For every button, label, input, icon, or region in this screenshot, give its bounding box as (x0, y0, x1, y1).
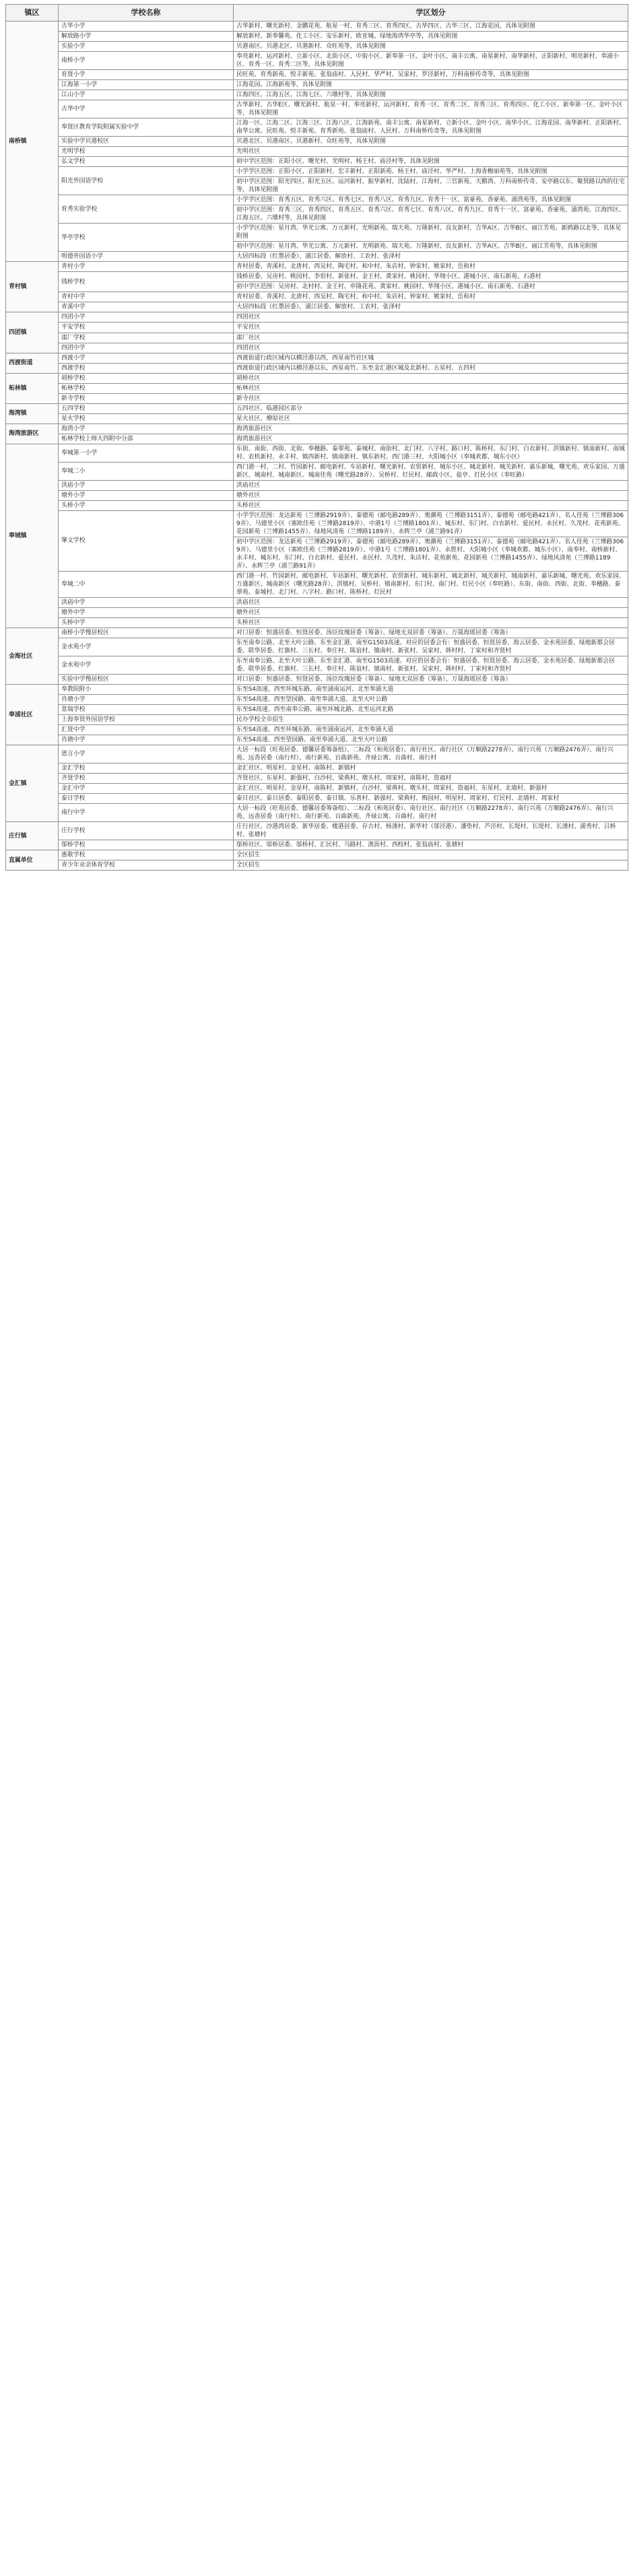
school-name-cell: 实验小学 (59, 42, 234, 52)
table-row (6, 784, 628, 794)
school-name-cell: 洪庙小学 (59, 480, 234, 490)
table-row (6, 462, 628, 480)
table-row (6, 302, 628, 312)
school-name-cell: 泰日学校 (59, 794, 234, 804)
school-name-cell: 星火学校 (59, 413, 234, 423)
district-area-cell: 洪庙社区 (234, 480, 628, 490)
table-row (6, 137, 628, 147)
table-row (6, 32, 628, 42)
district-area-cell: 小学学区范围：育秀五区、育秀六区、育秀七区、育秀八区、育秀九区、育秀十一区、富豪苑、香豪苑、浦湾苑等，具体见附图 (234, 195, 628, 205)
district-area-cell: 全区招生 (234, 860, 628, 871)
table-row (6, 80, 628, 90)
table-row (6, 272, 628, 282)
table-row (6, 353, 628, 363)
district-area-cell: 古华新村、曙光新村、金鹏花苑、航星一村、育秀三区、育秀四区、古华四区、古华三区、江海花园，具体见附图 (234, 22, 628, 32)
table-row (6, 571, 628, 597)
table-row (6, 715, 628, 725)
school-name-cell: 胡桥学校 (59, 373, 234, 383)
school-name-cell: 奉城第一小学 (59, 444, 234, 462)
district-area-cell: 东至S4高速、西至南奉公路、南至环城北路、北至运河北路 (234, 705, 628, 715)
table-row (6, 157, 628, 167)
school-name-cell: 肖塘小学 (59, 695, 234, 705)
school-name-cell: 金汇中学 (59, 784, 234, 794)
table-row (6, 656, 628, 675)
table-row (6, 840, 628, 850)
school-name-cell: 钱桥学校 (59, 272, 234, 292)
table-row (6, 413, 628, 423)
school-name-cell: 实验中学慢居校区 (59, 675, 234, 685)
school-name-cell: 解放路小学 (59, 32, 234, 42)
table-row (6, 850, 628, 860)
table-header-row (6, 5, 628, 22)
district-area-cell: 初中学区范围：龙达新苑（兰博路2919弄）、泰德苑（邮电路289弄）、奥潮苑（兰博路3151弄）、泰德苑（邮电路421弄）、名人佳苑（兰博路3069弄）、马德里小区（塞欧佳苑（兰博路2819弄）、中港1号（兰博路1801弄）、永胜村、大阳城小区（奉城欢都、城东小区）、南奉村、南桥新村、永丰村、城东村、东门村、白衣新村、爱民村、永民村、久茂村、朱店村、花苑新苑、花园新苑（兰博路1455弄）、绿地风清苑（兰博路1189弄）、永晖兰亭（浦兰路91弄） (234, 537, 628, 571)
school-name-cell: 古华中学 (59, 100, 234, 118)
town-cell: 南桥镇 (6, 22, 59, 262)
table-row (6, 118, 628, 137)
school-name-cell: 塘外小学 (59, 490, 234, 500)
district-area-cell: 对口居委：恒盛居委、恒贤居委、汤臣玫瑰居委（筹备）、绿地无双居委（筹备）、万晟海瑶居委（筹备） (234, 628, 628, 638)
district-area-cell: 平安社区 (234, 323, 628, 333)
table-row (6, 323, 628, 333)
district-area-cell: 初中学区范围：阳光四区、阳光五区、运河新村、振华新村、沈陆村、江海村、三官新苑、天鹅湾、万科南桥传奇、安亭路以东、聚贤路以西的住宅等，具体见附图 (234, 177, 628, 195)
school-name-cell: 四团中学 (59, 343, 234, 353)
district-area-cell: 初中学区范围：育秀三区、育秀四区、育秀五区、育秀六区、育秀七区、育秀八区、育秀九区、育秀十一区、富豪苑、香豪苑、浦湾苑、江海四区、江海五区、六墩村等，具体见附图 (234, 205, 628, 224)
school-name-cell: 柘林学校 (59, 383, 234, 393)
table-row (6, 393, 628, 403)
school-name-cell: 青村中学 (59, 292, 234, 302)
school-name-cell: 上海奉贤外国语学校 (59, 715, 234, 725)
town-cell: 海湾镇 (6, 403, 59, 423)
town-cell: 奉浦社区 (6, 685, 59, 745)
table-row (6, 333, 628, 343)
table-row (6, 480, 628, 490)
district-area-cell: 奉亮新村、运河新村、立新小区、北街小区、中街小区、新奉第一区、金叶小区、南丰公寓、南星新村、南华新村、正阳新村、明亮新村、奉浦小区、育秀一区、育秀二区等，具体见附图 (234, 52, 628, 70)
district-area-cell: 金汇社区、明星村、金星村、南陈村、新镇村、白沙村、梁典村、墩头村、周家村、资福村、东星村、北墙村、新强村 (234, 784, 628, 794)
table-row (6, 312, 628, 323)
school-name-cell: 景瑞学校 (59, 705, 234, 715)
town-cell: 金海社区 (6, 628, 59, 684)
district-area-cell: 东至S4高速、西至望园路、南至奉浦大道、北至大叶公路 (234, 695, 628, 705)
district-area-cell: 海湾旅游社区 (234, 423, 628, 434)
district-area-cell: 初中学区范围：星月湾、华光公寓、万元新村、光明新苑、瑞天苑、万隆新村、良友新村、吉华A区、吉华B区、丽江芳苑等，具体见附图 (234, 242, 628, 252)
table-row (6, 444, 628, 462)
table-row (6, 167, 628, 177)
school-name-cell: 海湾小学 (59, 423, 234, 434)
school-name-cell: 邵厂学校 (59, 333, 234, 343)
district-area-cell: 四团社区 (234, 312, 628, 323)
school-name-cell: 南桥小学 (59, 52, 234, 70)
district-area-cell: 江海一区、江海二区、江海三区、江海八区、江海新苑、南丰公寓、南星新村、立新小区、金叶小区、南华小区、江海花园、南华新村、正阳新村、南华公寓、民旺苑、悦丰新苑、育秀新苑、张翁庙村、人民村、万科南桥传奇等，具体见附图 (234, 118, 628, 137)
district-area-cell: 小学学区范围：正阳小区、正阳新村、宏丰新村、正阳新苑、杨王村、庙泾村、华严村、上海香榭丽苑等，具体见附图 (234, 167, 628, 177)
school-name-cell: 青村小学 (59, 262, 234, 272)
district-area-cell: 解放新村、新奉馨苑、化工小区、安乐新村、欧亚城、绿地海湾华亭等，具体见附图 (234, 32, 628, 42)
district-area-cell: 东至南奉公路、北至大叶公路、东至金汇港、南至G1503高速。对应的居委会有：恒盛居委、恒贤居委、海云居委、金水苑居委、绿地新都会居委、联华居委、红旗村、三长村、奉庄村、陈谊村、镇南村、新张村、吴家村、韩村村、丁家村和齐贤村 (234, 638, 628, 656)
table-row (6, 774, 628, 784)
table-row (6, 675, 628, 685)
school-name-cell: 齐贤学校 (59, 774, 234, 784)
table-row (6, 725, 628, 735)
district-area-cell: 西渡街道行政区域内以横泾港以东，西星南竹、东至金汇港区城及北新村、五星村、五四村 (234, 363, 628, 373)
header-town: 镇区 (6, 5, 59, 22)
district-area-cell: 钱桥居委、吴房村、桃园村、李窑村、新张村、金王村、黄家村、桃园村、华翔小区、港城小区、南石新苑、石港村 (234, 272, 628, 282)
table-row (6, 607, 628, 617)
school-name-cell: 育秀实验学校 (59, 195, 234, 224)
school-name-cell: 南行中学 (59, 804, 234, 822)
district-area-cell: 胡桥社区 (234, 373, 628, 383)
district-area-cell: 民办学校全市招生 (234, 715, 628, 725)
school-name-cell: 明德外国语小学 (59, 252, 234, 262)
table-row (6, 860, 628, 871)
table-row (6, 804, 628, 822)
table-row (6, 794, 628, 804)
school-name-cell: 奉教院附小 (59, 685, 234, 695)
district-area-cell: 贝港南区、贝港北区、贝港新村、众旺苑等，具体见附图 (234, 42, 628, 52)
district-area-cell: 东至S4高速、西至望园路、南至奉浦大道、北至大叶公路 (234, 735, 628, 745)
district-area-cell: 齐贤社区、东星村、新强村、白沙村、梁典村、墩头村、周家村、南陈村、资福村 (234, 774, 628, 784)
district-area-cell: 大居一标段（旺苑居委、德馨居委筹备组）、二标段（和苑居委）、南行社区、南行社区（万顺路2278弄）、南行兴苑（万顺路2476弄）、南行兴苑、远香居委（南行村）、南行新苑、百曲新苑、齐禄公寓、百曲村、南行村 (234, 804, 628, 822)
table-row (6, 617, 628, 628)
district-area-cell: 大居四标段（红墨居委）、浦江居委、解放村、工农村、张泽村 (234, 302, 628, 312)
table-row (6, 500, 628, 510)
district-area-cell: 古华新村、古华E区、曙光新村、航星一村、奉亮新村、运河新村、育秀一区、育秀二区、育秀三区、育秀四区、化工小区、新奉第一区、金叶小区等，具体见附图 (234, 100, 628, 118)
district-area-cell: 小学学区范围：星月湾、华光公寓、万元新村、光明新苑、瑞天苑、万隆新村、良友新村、吉华A区、吉华B区、丽江芳苑、新鸥路以北等，具体见附图 (234, 224, 628, 242)
table-row (6, 70, 628, 80)
table-row (6, 363, 628, 373)
table-row (6, 343, 628, 353)
school-name-cell: 江山小学 (59, 90, 234, 100)
school-name-cell: 金水苑小学 (59, 638, 234, 656)
district-area-cell: 江海四区、江海五区、江海七区、六墩村等，具体见附图 (234, 90, 628, 100)
table-row (6, 705, 628, 715)
school-name-cell: 庄行学校 (59, 822, 234, 840)
school-name-cell: 恩言小学 (59, 745, 234, 764)
district-area-cell: 塘外社区 (234, 490, 628, 500)
district-area-cell: 金汇社区、明星村、金星村、南陈村、新镇村 (234, 764, 628, 774)
district-area-cell: 泰日社区、泰日居委、泰阳居委、泰日镇、乐善村、新强村、梁典村、梅园村、明星村、周家村、灯民村、北墙村、周家村 (234, 794, 628, 804)
table-row (6, 42, 628, 52)
district-area-cell: 民旺苑、育秀新苑、悦丰新苑、张翁庙村、人民村、华严村、吴家村、罗泾新村、万科南桥传奇等，具体见附图 (234, 70, 628, 80)
district-area-cell: 大居四标段（红墨居委）、浦江居委、解放村、工农村、张泽村 (234, 252, 628, 262)
district-area-cell: 初中学区范围：吴房村、北村村、金王村、申隆花苑、黄家村、桃园村、华翔小区、港城小区、南石新苑、石港村 (234, 282, 628, 292)
district-area-cell: 东至S4高速、西至环城东路、南至浦南运河、北至奉浦大道 (234, 685, 628, 695)
school-name-cell: 育贤小学 (59, 70, 234, 80)
school-name-cell: 实验中学贝港校区 (59, 137, 234, 147)
district-area-cell: 邵厂社区 (234, 333, 628, 343)
table-row (6, 383, 628, 393)
school-name-cell: 头桥小学 (59, 500, 234, 510)
town-cell: 奉城镇 (6, 444, 59, 628)
school-name-cell: 汇贤中学 (59, 725, 234, 735)
district-area-cell: 青村居委、青溪村、北唐村、西吴村、陶宅村、和中村、朱店村、钟家村、姚家村、岳和村 (234, 292, 628, 302)
table-row (6, 195, 628, 205)
town-cell: 庄行镇 (6, 822, 59, 850)
town-cell: 金汇镇 (6, 745, 59, 822)
table-row (6, 262, 628, 272)
district-area-cell: 邬桥社区、邬桥居委、邬桥村、汇民村、马路村、渔沥村、西校村、张翁庙村、张塘村 (234, 840, 628, 850)
town-cell: 青村镇 (6, 262, 59, 312)
school-name-cell: 古华小学 (59, 22, 234, 32)
table-row (6, 597, 628, 607)
table-row (6, 764, 628, 774)
school-name-cell: 江海第一小学 (59, 80, 234, 90)
table-row (6, 224, 628, 242)
school-name-cell: 青少年业余体育学校 (59, 860, 234, 871)
school-name-cell: 南桥小学慢居校区 (59, 628, 234, 638)
school-name-cell: 奉城二小 (59, 462, 234, 480)
district-area-cell: 江海花园、江海新苑等，具体见附图 (234, 80, 628, 90)
school-name-cell: 青溪中学 (59, 302, 234, 312)
table-row (6, 510, 628, 537)
district-area-cell: 头桥社区 (234, 500, 628, 510)
table-row (6, 423, 628, 434)
table-row (6, 695, 628, 705)
district-area-cell: 西渡街道行政区域内以横泾港以西，西星南竹社区城 (234, 353, 628, 363)
table-row (6, 685, 628, 695)
school-name-cell: 惠歌学校 (59, 850, 234, 860)
school-name-cell: 头桥中学 (59, 617, 234, 628)
district-area-cell: 全区招生 (234, 850, 628, 860)
district-area-cell: 头桥社区 (234, 617, 628, 628)
table-body (6, 22, 628, 871)
school-name-cell: 阳光外国语学校 (59, 167, 234, 195)
table-row (6, 100, 628, 118)
district-area-cell: 对口居委：恒盛居委、恒贤居委、汤臣玫瑰居委（筹备）、绿地无双居委（筹备）、万晟海瑶居委（筹备） (234, 675, 628, 685)
district-area-cell: 西门港一村、竹园新村、邮电新村、车站新村、曙光新村、农贸新村、城东新村、城北新村、城关新村、城南新村、嘉乐新城、曙光苑、欢乐家园、万盛新区、城南新区（曙光路28弄）、洪镇村、吴桥村、镇南新村、东门村、南门村、灯民小区（奉旺路）、东街、南街、西街、北街、奉穗路、泰翠苑、泰城村、北门村、八字村、路口村、陈桥村、灯民村 (234, 571, 628, 597)
town-cell: 柘林镇 (6, 373, 59, 403)
district-area-cell: 西门港一村、二村、竹园新村、邮电新村、车站新村、曙光新村、农贸新村、城东小区、城北新村、城关新村、嘉乐新城、曙光苑、欢乐家园、万盛新区、城南村、城南新区、城南佳苑（曙光路28弄）、吴桥村、灯民村、邮政小区、盐亭、灯民小区（奉旺路） (234, 462, 628, 480)
school-name-cell: 金汇学校 (59, 764, 234, 774)
school-name-cell: 西渡学校 (59, 363, 234, 373)
school-name-cell: 奉贤区教育学院附属实验中学 (59, 118, 234, 137)
school-name-cell: 平安学校 (59, 323, 234, 333)
school-name-cell: 四团小学 (59, 312, 234, 323)
district-area-cell: 青村居委、青溪村、北唐村、西吴村、陶宅村、和中村、朱店村、钟家村、姚家村、岳和村 (234, 262, 628, 272)
table-row (6, 822, 628, 840)
school-name-cell: 邬桥学校 (59, 840, 234, 850)
table-row (6, 735, 628, 745)
district-area-cell: 光明社区 (234, 147, 628, 157)
school-name-cell: 光明学校 (59, 147, 234, 157)
header-school: 学校名称 (59, 5, 234, 22)
district-area-cell: 庄行社区、沙港湾居委、新华居委、楼港居委、存古村、杨溇村、新华村（邬泾港）、潘垫村、芦泾村、长堤村、长堤村、长溇村、浦秀村、吕桥村、张塘村 (234, 822, 628, 840)
town-cell: 直属单位 (6, 850, 59, 871)
district-area-cell: 大居一标段（旺苑居委、德馨居委筹备组）、二标段（和苑居委）、南行社区、南行社区（万顺路2278弄）、南行兴苑（万顺路2476弄）、南行兴苑、远香居委（南行村）、南行新苑、百曲新苑、齐禄公寓、百曲村、南行村 (234, 745, 628, 764)
header-area: 学区划分 (234, 5, 628, 22)
table-row (6, 373, 628, 383)
district-area-cell: 星火社区、燎原社区 (234, 413, 628, 423)
table-row (6, 22, 628, 32)
table-row (6, 403, 628, 413)
school-name-cell: 西渡小学 (59, 353, 234, 363)
district-area-cell: 五四社区、临港园区部分 (234, 403, 628, 413)
table-row (6, 90, 628, 100)
school-name-cell: 肖塘中学 (59, 735, 234, 745)
school-name-cell: 奉城二中 (59, 571, 234, 597)
school-name-cell: 金水苑中学 (59, 656, 234, 675)
district-area-cell: 柘林社区 (234, 383, 628, 393)
town-cell: 四团镇 (6, 312, 59, 353)
district-area-cell: 洪庙社区 (234, 597, 628, 607)
district-area-cell: 东至南奉公路、北至大叶公路、东至金汇港、南至G1503高速。对应的居委会有：恒盛居委、恒贤居委、海云居委、金水苑居委、绿地新都会居委、联华居委、红旗村、三长村、奉庄村、陈谊村、镇南村、新张村、吴家村、韩村村、丁家村和齐贤村 (234, 656, 628, 675)
school-name-cell: 洪庙中学 (59, 597, 234, 607)
district-area-cell: 东街、南街、西街、北街、奉穗路、泰翠苑、泰城村、南街村、北门村、八字村、路口村、陈桥村、东门村、白衣新村、洪镇新村、镇南新村、南城村、农机新村、永丰村、镇西新村、镇南新村、镇东新村、西门港三村、大阳城小区（奉城欢都、城东小区） (234, 444, 628, 462)
school-name-cell: 柘林学校上师大四附中分部 (59, 434, 234, 444)
district-area-cell: 小学学区范围：龙达新苑（兰博路2919弄）、泰德苑（邮电路289弄）、奥潮苑（兰博路3151弄）、泰德苑（邮电路421弄）、名人佳苑（兰博路3069弄）、马德里小区（塞欧佳苑（兰博路2819弄）、中港1号（兰博路1801弄）、城东村、东门村、白衣新村、爱民村、永民村、久茂村、花苑新苑、花园新苑（兰博路1455弄）、绿地风清苑（兰博路1189弄）、永晖兰亭（浦兰路91弄） (234, 510, 628, 537)
table-row (6, 490, 628, 500)
town-cell: 海湾旅游区 (6, 423, 59, 444)
town-cell: 西渡街道 (6, 353, 59, 373)
district-area-cell: 初中学区范围：正阳小区、曙光村、光明村、杨王村、庙泾村等，具体见附图 (234, 157, 628, 167)
school-name-cell: 新寺学校 (59, 393, 234, 403)
district-area-cell: 塘外社区 (234, 607, 628, 617)
table-row (6, 745, 628, 764)
school-name-cell: 五四学校 (59, 403, 234, 413)
school-name-cell: 弘文学校 (59, 157, 234, 167)
school-name-cell: 华亭学校 (59, 224, 234, 252)
table-row (6, 147, 628, 157)
district-area-cell: 新寺社区 (234, 393, 628, 403)
table-row (6, 52, 628, 70)
district-area-cell: 海湾旅游社区 (234, 434, 628, 444)
table-row (6, 292, 628, 302)
table-row (6, 434, 628, 444)
table-row (6, 638, 628, 656)
school-name-cell: 塘外中学 (59, 607, 234, 617)
district-area-cell: 东至S4高速、西至环城东路、南至浦南运河、北至奉浦大道 (234, 725, 628, 735)
table-row (6, 628, 628, 638)
district-area-cell: 贝港北区、贝港南区、贝港新村、众旺苑等，具体见附图 (234, 137, 628, 147)
school-name-cell: 肇文学校 (59, 510, 234, 571)
school-district-table (5, 4, 628, 871)
table-row (6, 252, 628, 262)
district-area-cell: 四团社区 (234, 343, 628, 353)
